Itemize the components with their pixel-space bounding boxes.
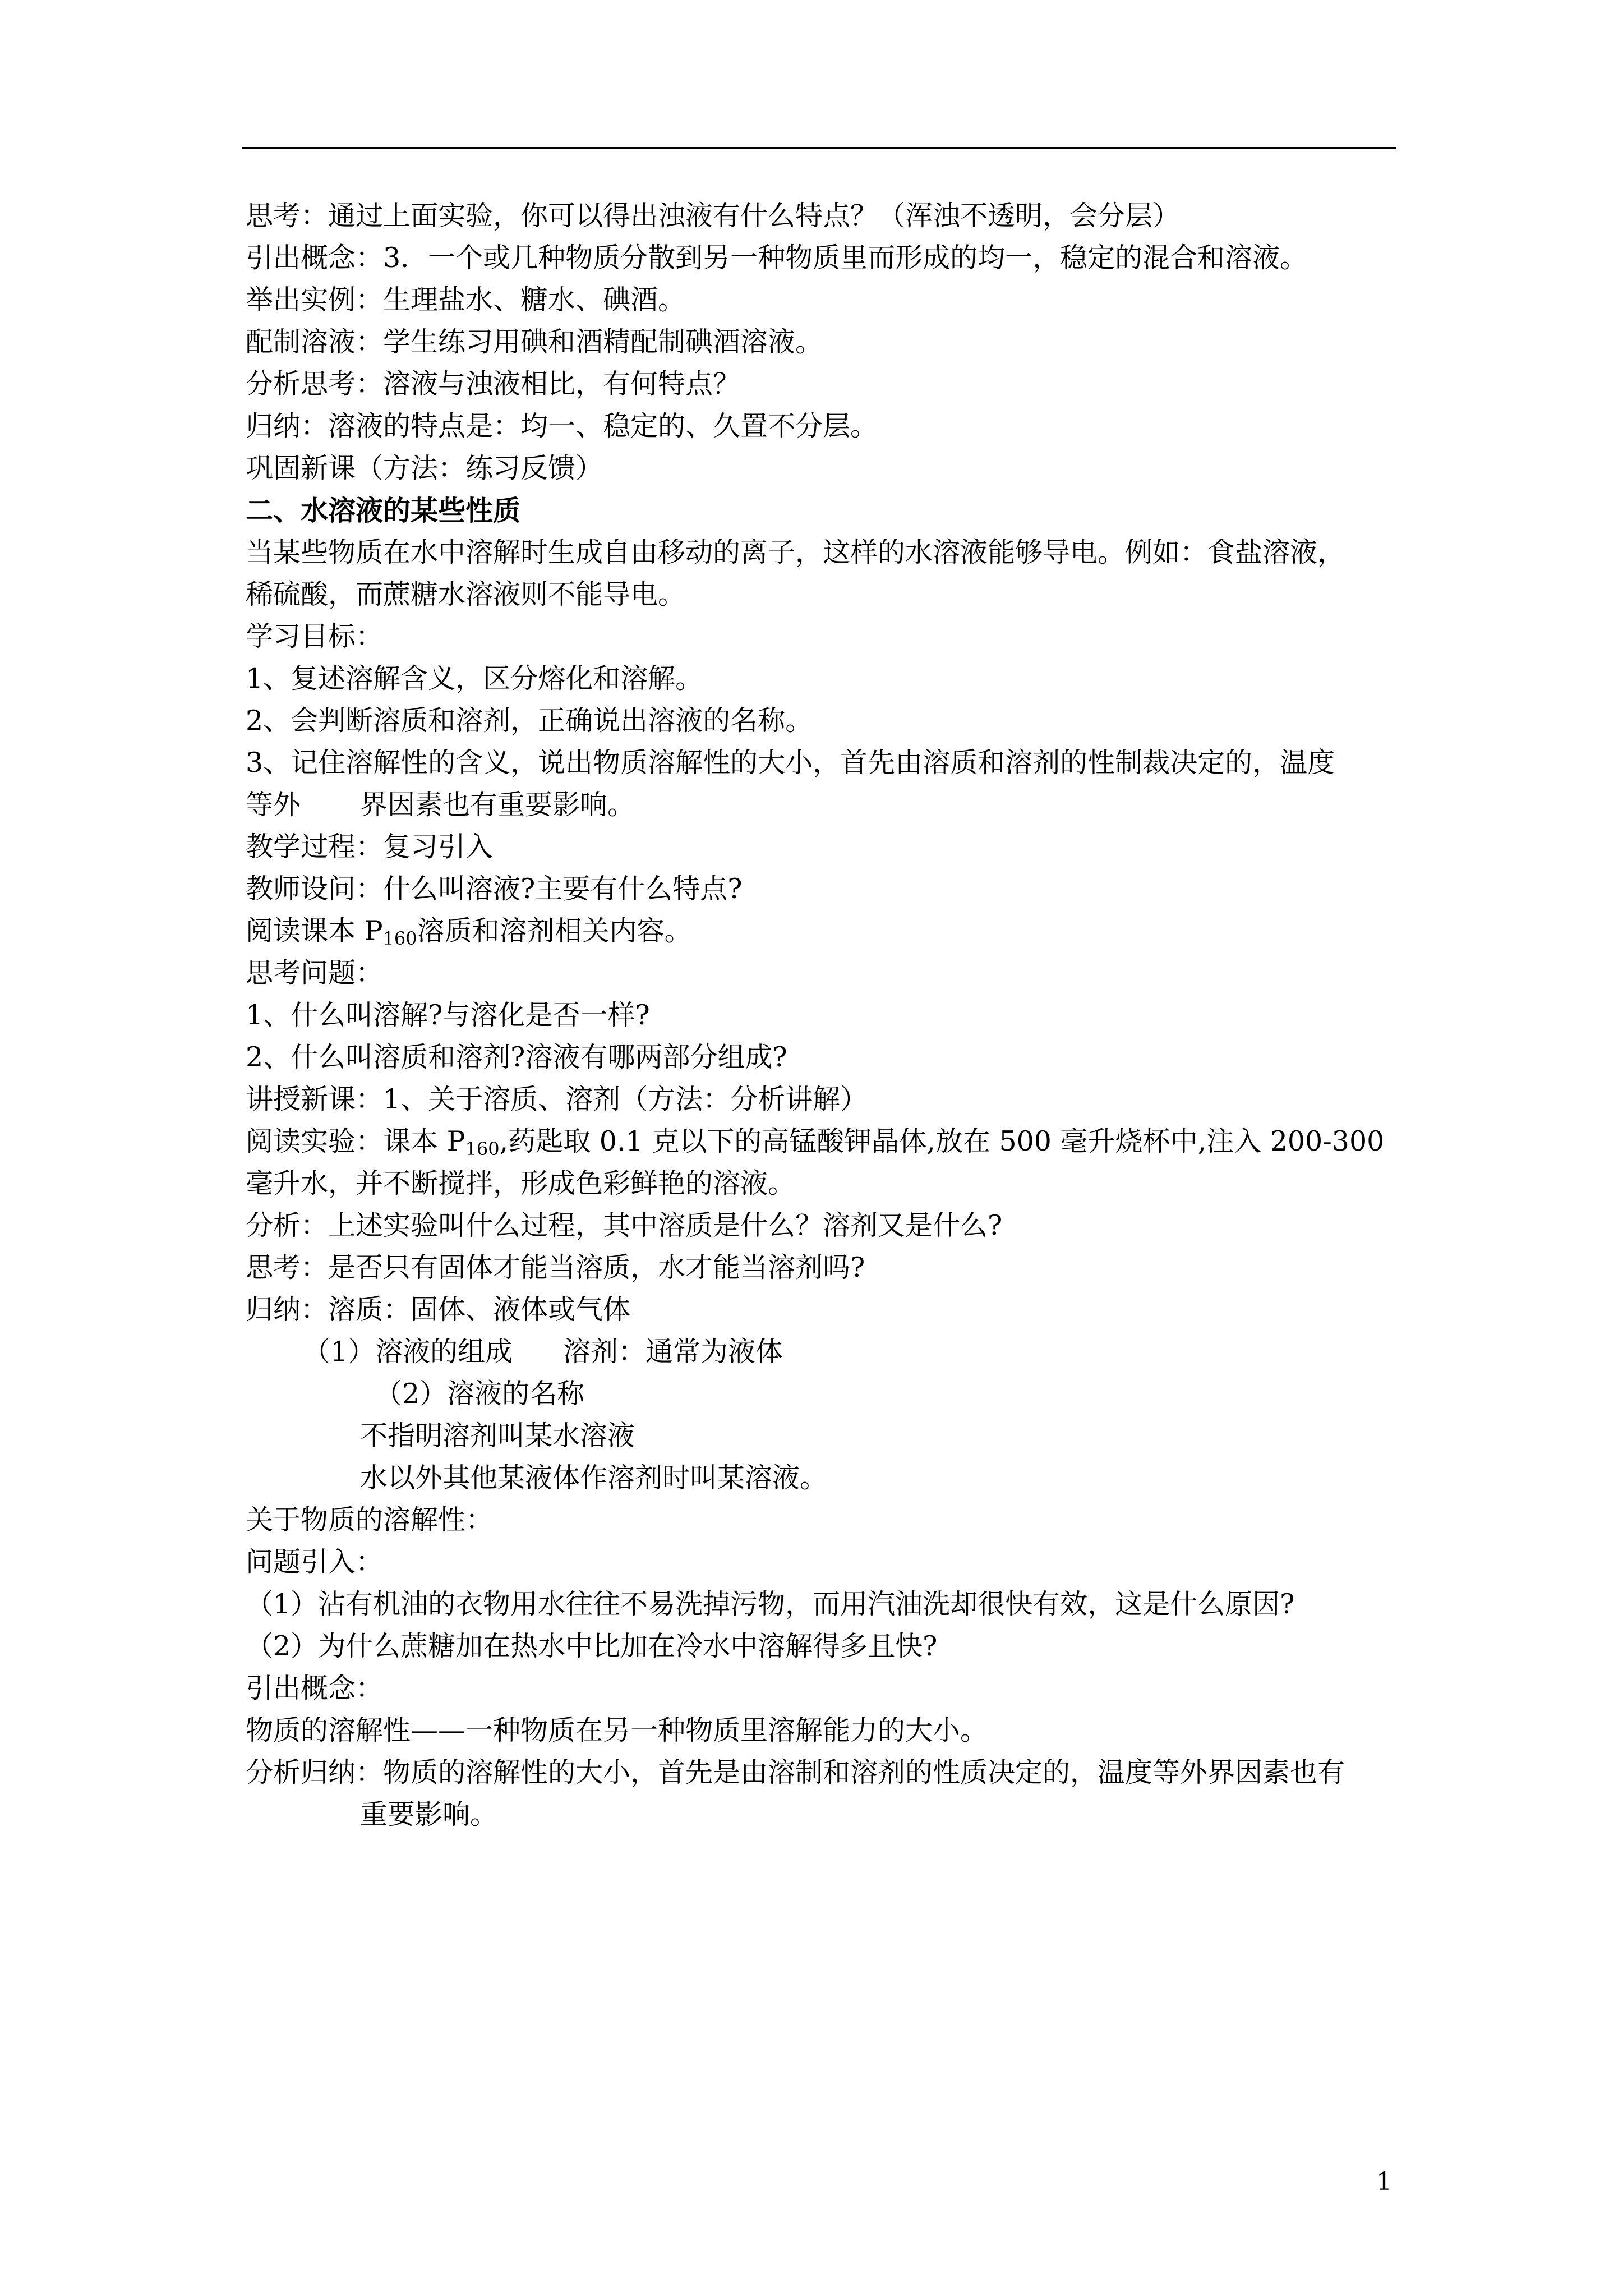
text-line: 毫升水，并不断搅拌，形成色彩鲜艳的溶液。 xyxy=(246,1167,796,1199)
text-line: 物质的溶解性——一种物质在另一种物质里溶解能力的大小。 xyxy=(246,1714,988,1746)
text-line: 界因素也有重要影响。 xyxy=(360,789,635,821)
text-line: 等外 xyxy=(246,789,301,821)
text-line: 引出概念：3．一个或几种物质分散到另一种物质里而形成的均一，稳定的混合和溶液。 xyxy=(246,242,1308,274)
text-line: 讲授新课：1、关于溶质、溶剂（方法：分析讲解） xyxy=(246,1083,868,1115)
text-line: 归纳：溶液的特点是：均一、稳定的、久置不分层。 xyxy=(246,410,878,442)
text-line: 当某些物质在水中溶解时生成自由移动的离子，这样的水溶液能够导电。例如：食盐溶液， xyxy=(246,536,1345,568)
text-line: 水以外其他某液体作溶剂时叫某溶液。 xyxy=(360,1462,828,1494)
text-line: 分析：上述实验叫什么过程，其中溶质是什么？溶剂又是什么? xyxy=(246,1209,1003,1241)
text-span: 溶质和溶剂相关内容。 xyxy=(417,915,692,947)
text-line: 教师设问：什么叫溶液?主要有什么特点? xyxy=(246,873,743,905)
text-line: 1、复述溶解含义，区分熔化和溶解。 xyxy=(246,662,703,694)
text-line: 举出实例：生理盐水、糖水、碘酒。 xyxy=(246,284,686,316)
text-span: 分析归纳 xyxy=(246,1756,356,1788)
subscript: 160 xyxy=(382,928,417,949)
text-line: 不指明溶剂叫某水溶液 xyxy=(360,1420,635,1452)
text-line: 溶剂：通常为液体 xyxy=(563,1336,783,1368)
text-line xyxy=(246,1123,1384,1160)
text-line xyxy=(246,1754,1345,1791)
text-line: （1）溶液的组成 xyxy=(303,1336,513,1368)
text-line: 思考问题： xyxy=(246,957,384,989)
text-line: 引出概念： xyxy=(246,1672,384,1704)
text-line: （2）为什么蔗糖加在热水中比加在冷水中溶解得多且快? xyxy=(246,1630,938,1662)
text-span: 阅读实验 xyxy=(246,1125,356,1157)
text-line: 1、什么叫溶解?与溶化是否一样? xyxy=(246,999,650,1031)
text-line: 教学过程：复习引入 xyxy=(246,831,494,863)
text-span: 阅读课本 P xyxy=(246,915,383,947)
text-line: 关于物质的溶解性： xyxy=(246,1504,494,1536)
text-line: 巩固新课（方法：练习反馈） xyxy=(246,452,603,484)
text-line: 思考：是否只有固体才能当溶质，水才能当溶剂吗? xyxy=(246,1251,865,1283)
text-span: ,药匙取 0.1 克以下的高锰酸钾晶体,放在 500 毫升烧杯中,注入 200-300 xyxy=(499,1125,1385,1157)
text-line: 重要影响。 xyxy=(360,1798,498,1830)
text-line: 归纳：溶质：固体、液体或气体 xyxy=(246,1294,631,1326)
text-line: 思考：通过上面实验，你可以得出浊液有什么特点？（浑浊不透明，会分层） xyxy=(246,200,1181,232)
text-span: ：物质的溶解性的大小，首先是由溶制和溶剂的性质决定的，温度等外界因素也有 xyxy=(356,1756,1345,1788)
text-line: 学习目标： xyxy=(246,620,384,652)
text-line: 稀硫酸，而蔗糖水溶液则不能导电。 xyxy=(246,578,686,610)
header-rule xyxy=(242,147,1396,149)
page-number: 1 xyxy=(1376,2168,1392,2196)
section-heading: 二、水溶液的某些性质 xyxy=(246,494,521,527)
text-line: 问题引入： xyxy=(246,1546,384,1578)
text-span: ：课本 P xyxy=(356,1125,465,1157)
subscript: 160 xyxy=(465,1138,500,1159)
text-line: 2、会判断溶质和溶剂，正确说出溶液的名称。 xyxy=(246,705,813,737)
text-line: 配制溶液：学生练习用碘和酒精配制碘酒溶液。 xyxy=(246,326,823,358)
text-line: 分析思考：溶液与浊液相比，有何特点？ xyxy=(246,368,741,400)
text-line: 2、什么叫溶质和溶剂?溶液有哪两部分组成? xyxy=(246,1041,787,1073)
text-line: 3、记住溶解性的含义，说出物质溶解性的大小，首先由溶质和溶剂的性制裁决定的，温度 xyxy=(246,747,1335,779)
text-line: （2）溶液的名称 xyxy=(375,1378,585,1410)
text-line xyxy=(246,913,692,950)
text-line: （1）沾有机油的衣物用水往往不易洗掉污物，而用汽油洗却很快有效，这是什么原因? xyxy=(246,1588,1295,1620)
